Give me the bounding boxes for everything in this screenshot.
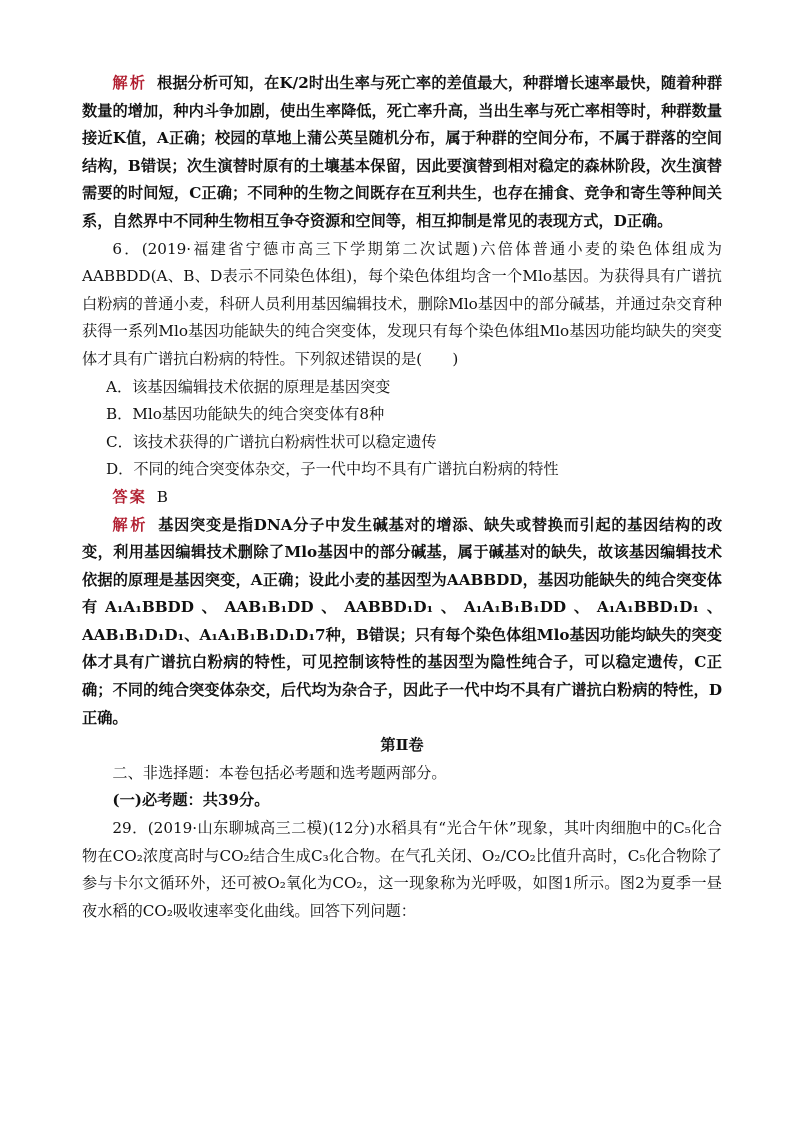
q6-options xyxy=(82,374,722,484)
required-questions-heading: (一)必考题：共39分。 xyxy=(112,791,270,810)
q6-explanation xyxy=(82,512,722,733)
q5-explanation-text: 根据分析可知，在K/2时出生率与死亡率的差值最大，种群增长速率最快，随着种群数量的增加，种内斗争加剧，使出生率降低，死亡率升高，当出生率与死亡率相等时，种群数量接近K值，A正确；校园的草地上蒲公英呈随机分布，属于种群的空间分布，不属于群落的空间结构，B错误；次生演替时原有的土壤基本保留，因此要演替到相对稳定的森林阶段，次生演替需要的时间短，C正确；不同种的生物之间既存在互利共生，也存在捕食、竞争和寄生等种间关系，自然界中不同种生物相互争夺资源和空间等，相互抑制是常见的表现方式，D正确。 xyxy=(82,74,723,230)
explanation-tag: 解析 xyxy=(112,515,149,534)
q6-option-b: B．Mlo基因功能缺失的纯合突变体有8种 xyxy=(106,405,385,424)
q6-stem: 6．(2019·福建省宁德市高三下学期第二次试题)六倍体普通小麦的染色体组成为AABBDD(A、B、D表示不同染色体组)，每个染色体组均含一个Mlo基因。为获得具有广谱抗白粉病的普通小麦，科研人员利用基因编辑技术，删除Mlo基因中的部分碱基，并通过杂交育种获得一系列Mlo基因功能缺失的纯合突变体，发现只有每个染色体组Mlo基因功能均缺失的突变体才具有广谱抗白粉病的特性。下列叙述错误的是( ) xyxy=(82,239,722,368)
q6-explanation-part-a: 基因突变是指DNA分子中发生碱基对的增添、缺失或替换而引起的基因结构的改变，利用基因编辑技术删除了Mlo基因中的部分碱基，属于碱基对的缺失，故该基因编辑技术依据的原理是基因突变，A正确；设此小麦的基因型为AABBDD，基因功能缺失的纯合突变体有 xyxy=(82,515,723,617)
section-title: 第Ⅱ卷 xyxy=(380,736,424,755)
q6-option-c: C．该技术获得的广谱抗白粉病性状可以稳定遗传 xyxy=(106,432,437,451)
q6-genotype-list: A₁A₁BBDD、AAB₁B₁DD、AABBD₁D₁、A₁A₁B₁B₁DD、A₁A₁BBD₁D₁、AAB₁B₁D₁D₁、A₁A₁B₁B₁D₁D₁ xyxy=(82,598,723,644)
document-content xyxy=(82,70,722,925)
q6-option-d: D．不同的纯合突变体杂交，子一代中均不具有广谱抗白粉病的特性 xyxy=(106,460,559,479)
q6-answer-value: B xyxy=(156,487,168,506)
section-intro: 二、非选择题：本卷包括必考题和选考题两部分。 xyxy=(112,763,447,782)
q6-explanation-part-b: 7种，B错误；只有每个染色体组Mlo基因功能均缺失的突变体才具有广谱抗白粉病的特性，可见控制该特性的基因型为隐性纯合子，可以稳定遗传，C正确；不同的纯合突变体杂交，后代均为杂合子，因此子一代中均不具有广谱抗白粉病的特性，D正确。 xyxy=(82,625,722,727)
q6-option-a: A．该基因编辑技术依据的原理是基因突变 xyxy=(106,377,391,396)
q6-answer xyxy=(82,484,722,512)
explanation-tag: 解析 xyxy=(112,74,148,92)
q29-stem: 29．(2019·山东聊城高三二模)(12分)水稻具有“光合午休”现象，其叶肉细胞中的C₅化合物在CO₂浓度高时与CO₂结合生成C₃化合物。在气孔关闭、O₂/CO₂比值升高时，C₅化合物除了参与卡尔文循环外，还可被O₂氧化为CO₂，这一现象称为光呼吸，如图1所示。图2为夏季一昼夜水稻的CO₂吸收速率变化曲线。回答下列问题： xyxy=(82,819,722,920)
answer-tag: 答案 xyxy=(112,487,147,506)
q5-explanation xyxy=(82,70,722,236)
